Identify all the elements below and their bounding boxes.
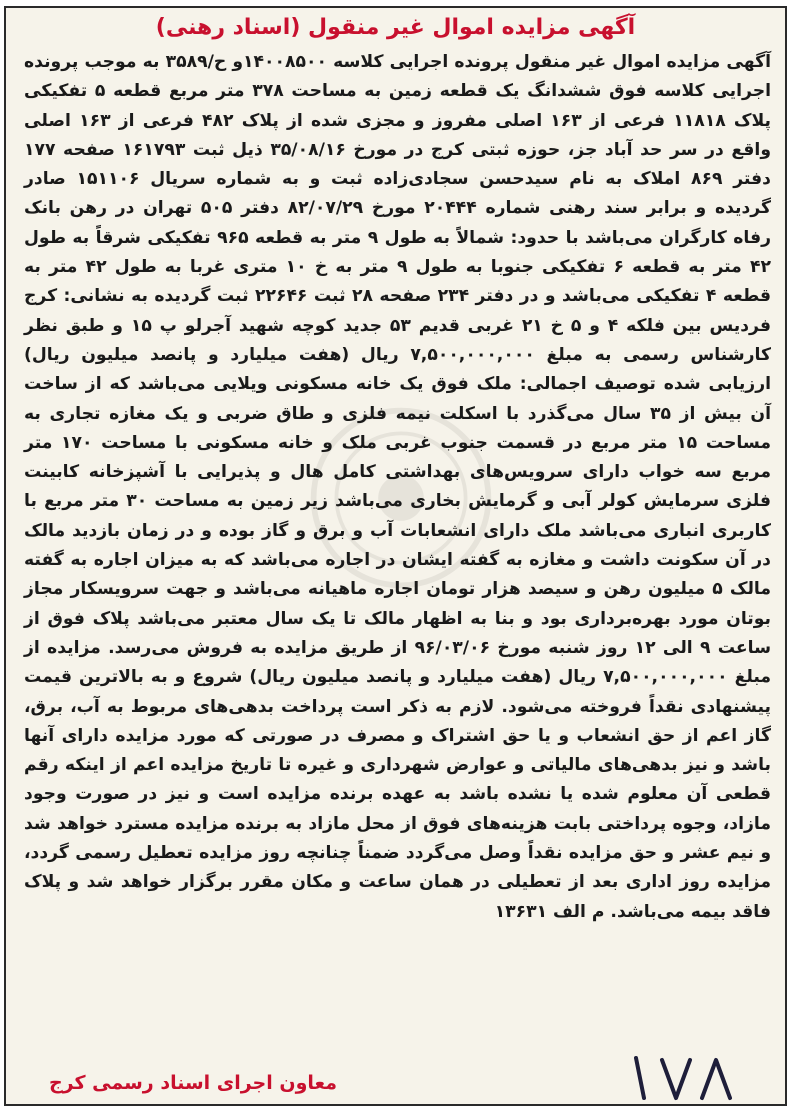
notice-frame: [4, 6, 787, 1106]
notice-title: آگهی مزایده اموال غیر منقول (اسناد رهنی): [155, 15, 636, 40]
handwritten-number-icon: [622, 1052, 740, 1102]
signature: معاون اجرای اسناد رسمی کرج: [48, 1072, 337, 1094]
notice-body: آگهی مزایده اموال غیر منقول پرونده اجرایی کلاسه ۱۴۰۰۸۵۰۰و ح/۳۵۸۹ به موجب پرونده اجرایی کلاسه فوق ششدانگ یک قطعه زمین به مساحت ۳۷۸ متر مربع قطعه ۵ تفکیکی پلاک ۱۱۸۱۸ فرعی از ۱۶۳ اصلی مفروز و مجزی شده از پلاک ۴۸۲ فرعی از ۱۶۳ اصلی واقع در سر حد آباد جز، حوزه ثبتی کرج در مورخ ۳۵/۰۸/۱۶ ذیل ثبت ۱۶۱۷۹۳ صفحه ۱۷۷ دفتر ۸۶۹ املاک به نام سیدحسن سجادی‌زاده ثبت و به شماره سریال ۱۵۱۱۰۶ صادر گردیده و برابر سند رهنی شماره ۲۰۴۴۴ مورخ ۸۲/۰۷/۲۹ دفتر ۵۰۵ تهران در رهن بانک رفاه کارگران می‌باشد با حدود: شمالاً به طول ۹ متر به قطعه ۹۶۵ تفکیکی شرقاً به طول ۴۲ متر به قطعه ۶ تفکیکی جنوبا به طول ۹ متر به خ ۱۰ متری غربا به طول ۴۲ متر به قطعه ۴ تفکیکی می‌باشد و در دفتر ۲۳۴ صفحه ۲۸ ثبت ۲۲۶۴۶ ثبت گردیده به نشانی: کرج فردیس بین فلکه ۴ و ۵ خ ۲۱ غربی قدیم ۵۳ جدید کوچه شهید آجرلو پ ۱۵ و طبق نظر کارشناس رسمی به مبلغ ۷,۵۰۰,۰۰۰,۰۰۰ ریال (هفت میلیارد و پانصد میلیون ریال) ارزیابی شده توصیف اجمالی: ملک فوق یک خانه مسکونی ویلایی می‌باشد که از ساخت آن بیش از ۳۵ سال می‌گذرد با اسکلت نیمه فلزی و طاق ضربی و یک مغازه تجاری به مساحت ۱۵ متر مربع در قسمت جنوب غربی ملک و خانه مسکونی با مساحت ۱۷۰ متر مربع سه خواب دارای سرویس‌های بهداشتی کامل هال و پذیرایی با آشپزخانه کابینت فلزی سرمایش کولر آبی و گرمایش بخاری می‌باشد زیر زمین به مساحت ۳۰ متر مربع با کاربری انباری می‌باشد ملک دارای انشعابات آب و برق و گاز بوده و در زمان بازدید مالک در آن سکونت داشت و مغازه به گفته ایشان در اجاره می‌باشد که به میزان اجاره به گفته مالک ۵ میلیون رهن و سیصد هزار تومان اجاره ماهیانه می‌باشد و جهت سرویسکار مجاز بوتان مورد بهره‌برداری بود و بنا به اظهار مالک تا یک سال معتبر می‌باشد پلاک فوق از ساعت ۹ الی ۱۲ روز شنبه مورخ ۹۶/۰۳/۰۶ از طریق مزایده به فروش می‌رسد. مزایده از مبلغ ۷,۵۰۰,۰۰۰,۰۰۰ ریال (هفت میلیارد و پانصد میلیون ریال) شروع و به بالاترین قیمت پیشنهادی نقداً فروخته می‌شود. لازم به ذکر است پرداخت بدهی‌های مربوط به آب، برق، گاز اعم از حق انشعاب و یا حق اشتراک و مصرف در صورتی که مورد مزایده دارای آنها باشد و نیز بدهی‌های مالیاتی و عوارض شهرداری و غیره تا تاریخ مزایده اعم از اینکه رقم قطعی آن معلوم شده یا نشده باشد به عهده برنده مزایده است و نیز در صورت وجود مازاد، وجوه پرداختی بابت هزینه‌های فوق از محل مازاد به برنده مزایده مسترد خواهد شد و نیم عشر و حق مزایده نقداً وصل می‌گردد ضمناً چنانچه روز مزایده تعطیل رسمی گردد، مزایده روز اداری بعد از تعطیلی در همان ساعت و مکان مقرر برگزار خواهد شد و پلاک فاقد بیمه می‌باشد. م الف ۱۳۶۳۱: [24, 52, 771, 922]
